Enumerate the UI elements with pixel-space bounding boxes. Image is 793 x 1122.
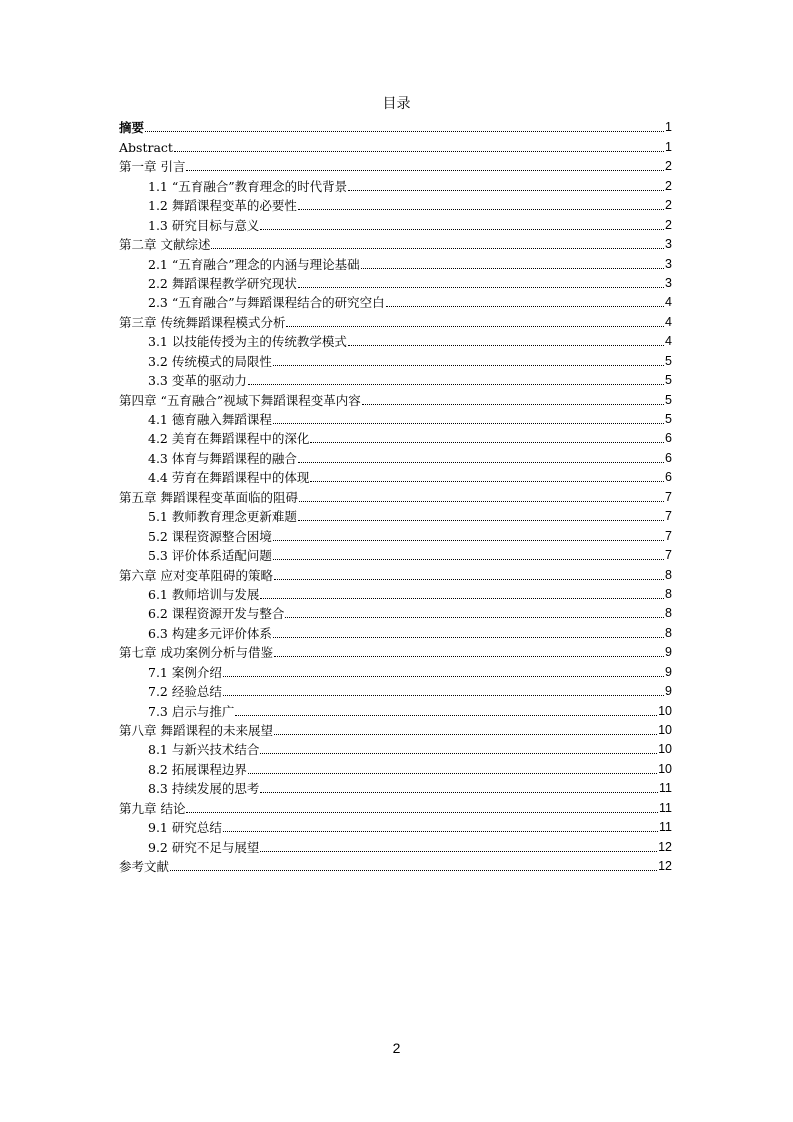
toc-leader [298,209,664,210]
toc-entry-label: 8.2 拓展课程边界 [148,761,247,777]
toc-leader [260,229,664,230]
page-number: 2 [392,1040,401,1056]
toc-entry-page: 5 [665,412,672,426]
toc-entry-page: 2 [665,159,672,174]
toc-leader [386,306,664,307]
toc-leader [273,637,664,638]
toc-leader [361,268,664,269]
toc-entry-label: 第九章 结论 [119,800,186,816]
toc-entry[interactable] [119,796,672,815]
toc-entry-label: 第七章 成功案例分析与借鉴 [119,645,273,661]
toc-leader [145,131,664,132]
toc-entry[interactable] [119,233,672,252]
toc-leader [248,773,657,774]
toc-entry-page: 2 [665,178,672,193]
toc-leader [273,423,664,424]
toc-title: 目录 [382,96,411,112]
toc-entry-label: 第八章 舞蹈课程的未来展望 [119,723,273,738]
toc-entry-label: 第三章 传统舞蹈课程模式分析 [119,314,286,330]
toc-entry[interactable] [119,485,672,504]
toc-leader [186,812,658,813]
toc-entry-label: 摘要 [119,120,145,136]
toc-entry-page: 2 [665,198,672,213]
toc-leader [362,404,664,405]
toc-entry-page: 3 [665,256,672,271]
toc-leader [174,151,664,152]
toc-entry-label: 4.3 体育与舞蹈课程的融合 [148,450,297,466]
toc-entry-label: 4.4 劳育在舞蹈课程中的体现 [148,470,310,486]
toc-entry-page: 2 [665,217,672,232]
toc-entry-label: 9.1 研究总结 [148,820,222,836]
toc-entry[interactable] [119,466,672,485]
toc-entry[interactable] [119,135,672,154]
toc-leader [211,248,664,249]
toc-entry[interactable] [119,446,672,465]
toc-entry-label: 1.2 舞蹈课程变革的必要性 [148,198,297,214]
toc-entry-label: 第六章 应对变革阻碍的策略 [119,567,273,583]
toc-entry-page: 12 [658,859,672,874]
toc-entry-label: 8.3 持续发展的思考 [148,781,260,797]
toc-leader [248,384,664,385]
toc-entry[interactable] [119,408,672,427]
toc-entry[interactable] [119,505,672,524]
toc-leader [285,617,664,618]
toc-entry[interactable] [119,719,672,738]
toc-entry[interactable] [119,563,672,582]
toc-entry-page: 5 [665,353,672,368]
toc-entry-label: 2.2 舞蹈课程教学研究现状 [148,275,297,291]
toc-entry-page: 8 [665,567,672,582]
toc-entry-page: 10 [658,723,672,737]
toc-entry-label: 第二章 文献综述 [119,237,211,253]
toc-entry-label: 2.1 “五育融合”理念的内涵与理论基础 [148,256,360,272]
toc-entry[interactable] [119,252,672,271]
toc-entry-label: 7.1 案例介绍 [148,664,222,680]
toc-leader [223,831,658,832]
toc-entry-label: 第五章 舞蹈课程变革面临的阻碍 [119,489,298,505]
toc-entry-page: 6 [665,450,672,465]
toc-leader [273,540,664,541]
toc-entry-label: 4.2 美育在舞蹈课程中的深化 [148,431,310,447]
toc-entry-page: 7 [665,528,672,543]
toc-leader [273,559,664,560]
toc-entry[interactable] [119,816,672,835]
toc-entry-page: 11 [659,781,672,796]
toc-entry-page: 1 [665,139,672,154]
toc-entry[interactable] [119,777,672,796]
toc-leader [223,695,664,696]
toc-entry-page: 10 [658,761,672,776]
toc-entry-label: 4.1 德育融入舞蹈课程 [148,412,272,427]
toc-leader [260,598,664,599]
toc-leader [274,734,657,735]
toc-entry[interactable] [119,524,672,543]
toc-leader [260,753,657,754]
toc-leader [298,462,664,463]
toc-entry-label: 7.3 启示与推广 [148,703,235,719]
toc-entry-label: 7.2 经验总结 [148,684,222,700]
toc-entry[interactable] [119,174,672,193]
toc-leader [273,365,664,366]
toc-entry-label: 第四章 “五育融合”视域下舞蹈课程变革内容 [119,392,361,408]
toc-entry[interactable] [119,116,672,135]
toc-entry-page: 8 [665,586,672,601]
toc-entry-label: 5.1 教师教育理念更新难题 [148,509,297,525]
toc-entry-page: 5 [665,373,672,388]
toc-entry-page: 11 [659,820,672,835]
toc-leader [274,656,664,657]
toc-entry[interactable] [119,583,672,602]
toc-entry-label: 5.2 课程资源整合困境 [148,528,272,544]
toc-entry-label: 6.2 课程资源开发与整合 [148,606,285,622]
toc-entry-label: 8.1 与新兴技术结合 [148,742,260,758]
toc-entry-page: 12 [658,839,672,854]
toc-entry-label: 2.3 “五育融合”与舞蹈课程结合的研究空白 [148,295,385,311]
toc-entry[interactable] [119,835,672,854]
toc-entry-page: 9 [665,684,672,699]
toc-entry-label: 3.3 变革的驱动力 [148,373,247,389]
toc-entry-label: 3.2 传统模式的局限性 [148,353,272,369]
toc-entry-page: 8 [665,625,672,640]
toc-entry[interactable] [119,272,672,291]
table-of-contents [119,116,672,874]
toc-leader [235,715,657,716]
toc-entry[interactable] [119,660,672,679]
toc-entry[interactable] [119,738,672,757]
toc-leader [260,851,657,852]
toc-entry-page: 7 [665,489,672,504]
toc-entry-page: 10 [658,742,672,757]
toc-entry-page: 7 [665,509,672,524]
toc-entry-label: 3.1 以技能传授为主的传统教学模式 [148,334,347,350]
toc-entry-page: 11 [659,800,672,815]
toc-entry-page: 6 [665,470,672,485]
toc-entry[interactable] [119,369,672,388]
toc-entry-label: 1.3 研究目标与意义 [148,217,260,233]
toc-entry-page: 4 [665,314,672,329]
toc-entry[interactable] [119,602,672,621]
toc-entry-page: 7 [665,548,672,563]
toc-leader [260,792,658,793]
toc-entry-label: 1.1 “五育融合”教育理念的时代背景 [148,178,348,194]
toc-entry-page: 1 [665,120,672,135]
toc-entry[interactable] [119,310,672,329]
toc-entry-page: 8 [665,606,672,621]
toc-entry-page: 3 [665,275,672,290]
toc-leader [223,676,664,677]
toc-entry[interactable] [119,680,672,699]
toc-entry[interactable] [119,641,672,660]
toc-entry-page: 9 [665,664,672,679]
toc-entry-label: Abstract [119,139,173,155]
toc-entry-page: 6 [665,431,672,446]
toc-entry[interactable] [119,855,672,874]
toc-entry-page: 10 [658,703,672,718]
toc-entry-page: 3 [665,237,672,252]
toc-entry-label: 第一章 引言 [119,159,186,175]
toc-leader [348,190,664,191]
toc-leader [310,442,664,443]
toc-entry[interactable] [119,330,672,349]
toc-entry[interactable] [119,699,672,718]
toc-entry-label: 参考文献 [119,859,170,875]
toc-entry[interactable] [119,194,672,213]
toc-entry[interactable] [119,621,672,640]
toc-entry-label: 6.1 教师培训与发展 [148,586,260,602]
toc-leader [310,481,664,482]
toc-leader [274,579,664,580]
toc-entry[interactable] [119,427,672,446]
toc-entry-label: 6.3 构建多元评价体系 [148,625,272,641]
toc-leader [298,520,664,521]
toc-entry[interactable] [119,213,672,232]
toc-entry[interactable] [119,155,672,174]
toc-entry[interactable] [119,388,672,407]
toc-entry[interactable] [119,291,672,310]
toc-entry[interactable] [119,757,672,776]
toc-entry[interactable] [119,544,672,563]
toc-leader [298,287,664,288]
toc-leader [348,345,664,346]
toc-leader [286,326,664,327]
toc-leader [186,170,664,171]
toc-entry[interactable] [119,349,672,368]
toc-entry-page: 4 [665,334,672,349]
toc-entry-label: 9.2 研究不足与展望 [148,839,260,855]
toc-entry-page: 4 [665,295,672,310]
toc-entry-page: 9 [665,645,672,660]
toc-leader [299,501,664,502]
toc-leader [170,870,657,871]
toc-entry-label: 5.3 评价体系适配问题 [148,548,272,564]
toc-entry-page: 5 [665,392,672,407]
